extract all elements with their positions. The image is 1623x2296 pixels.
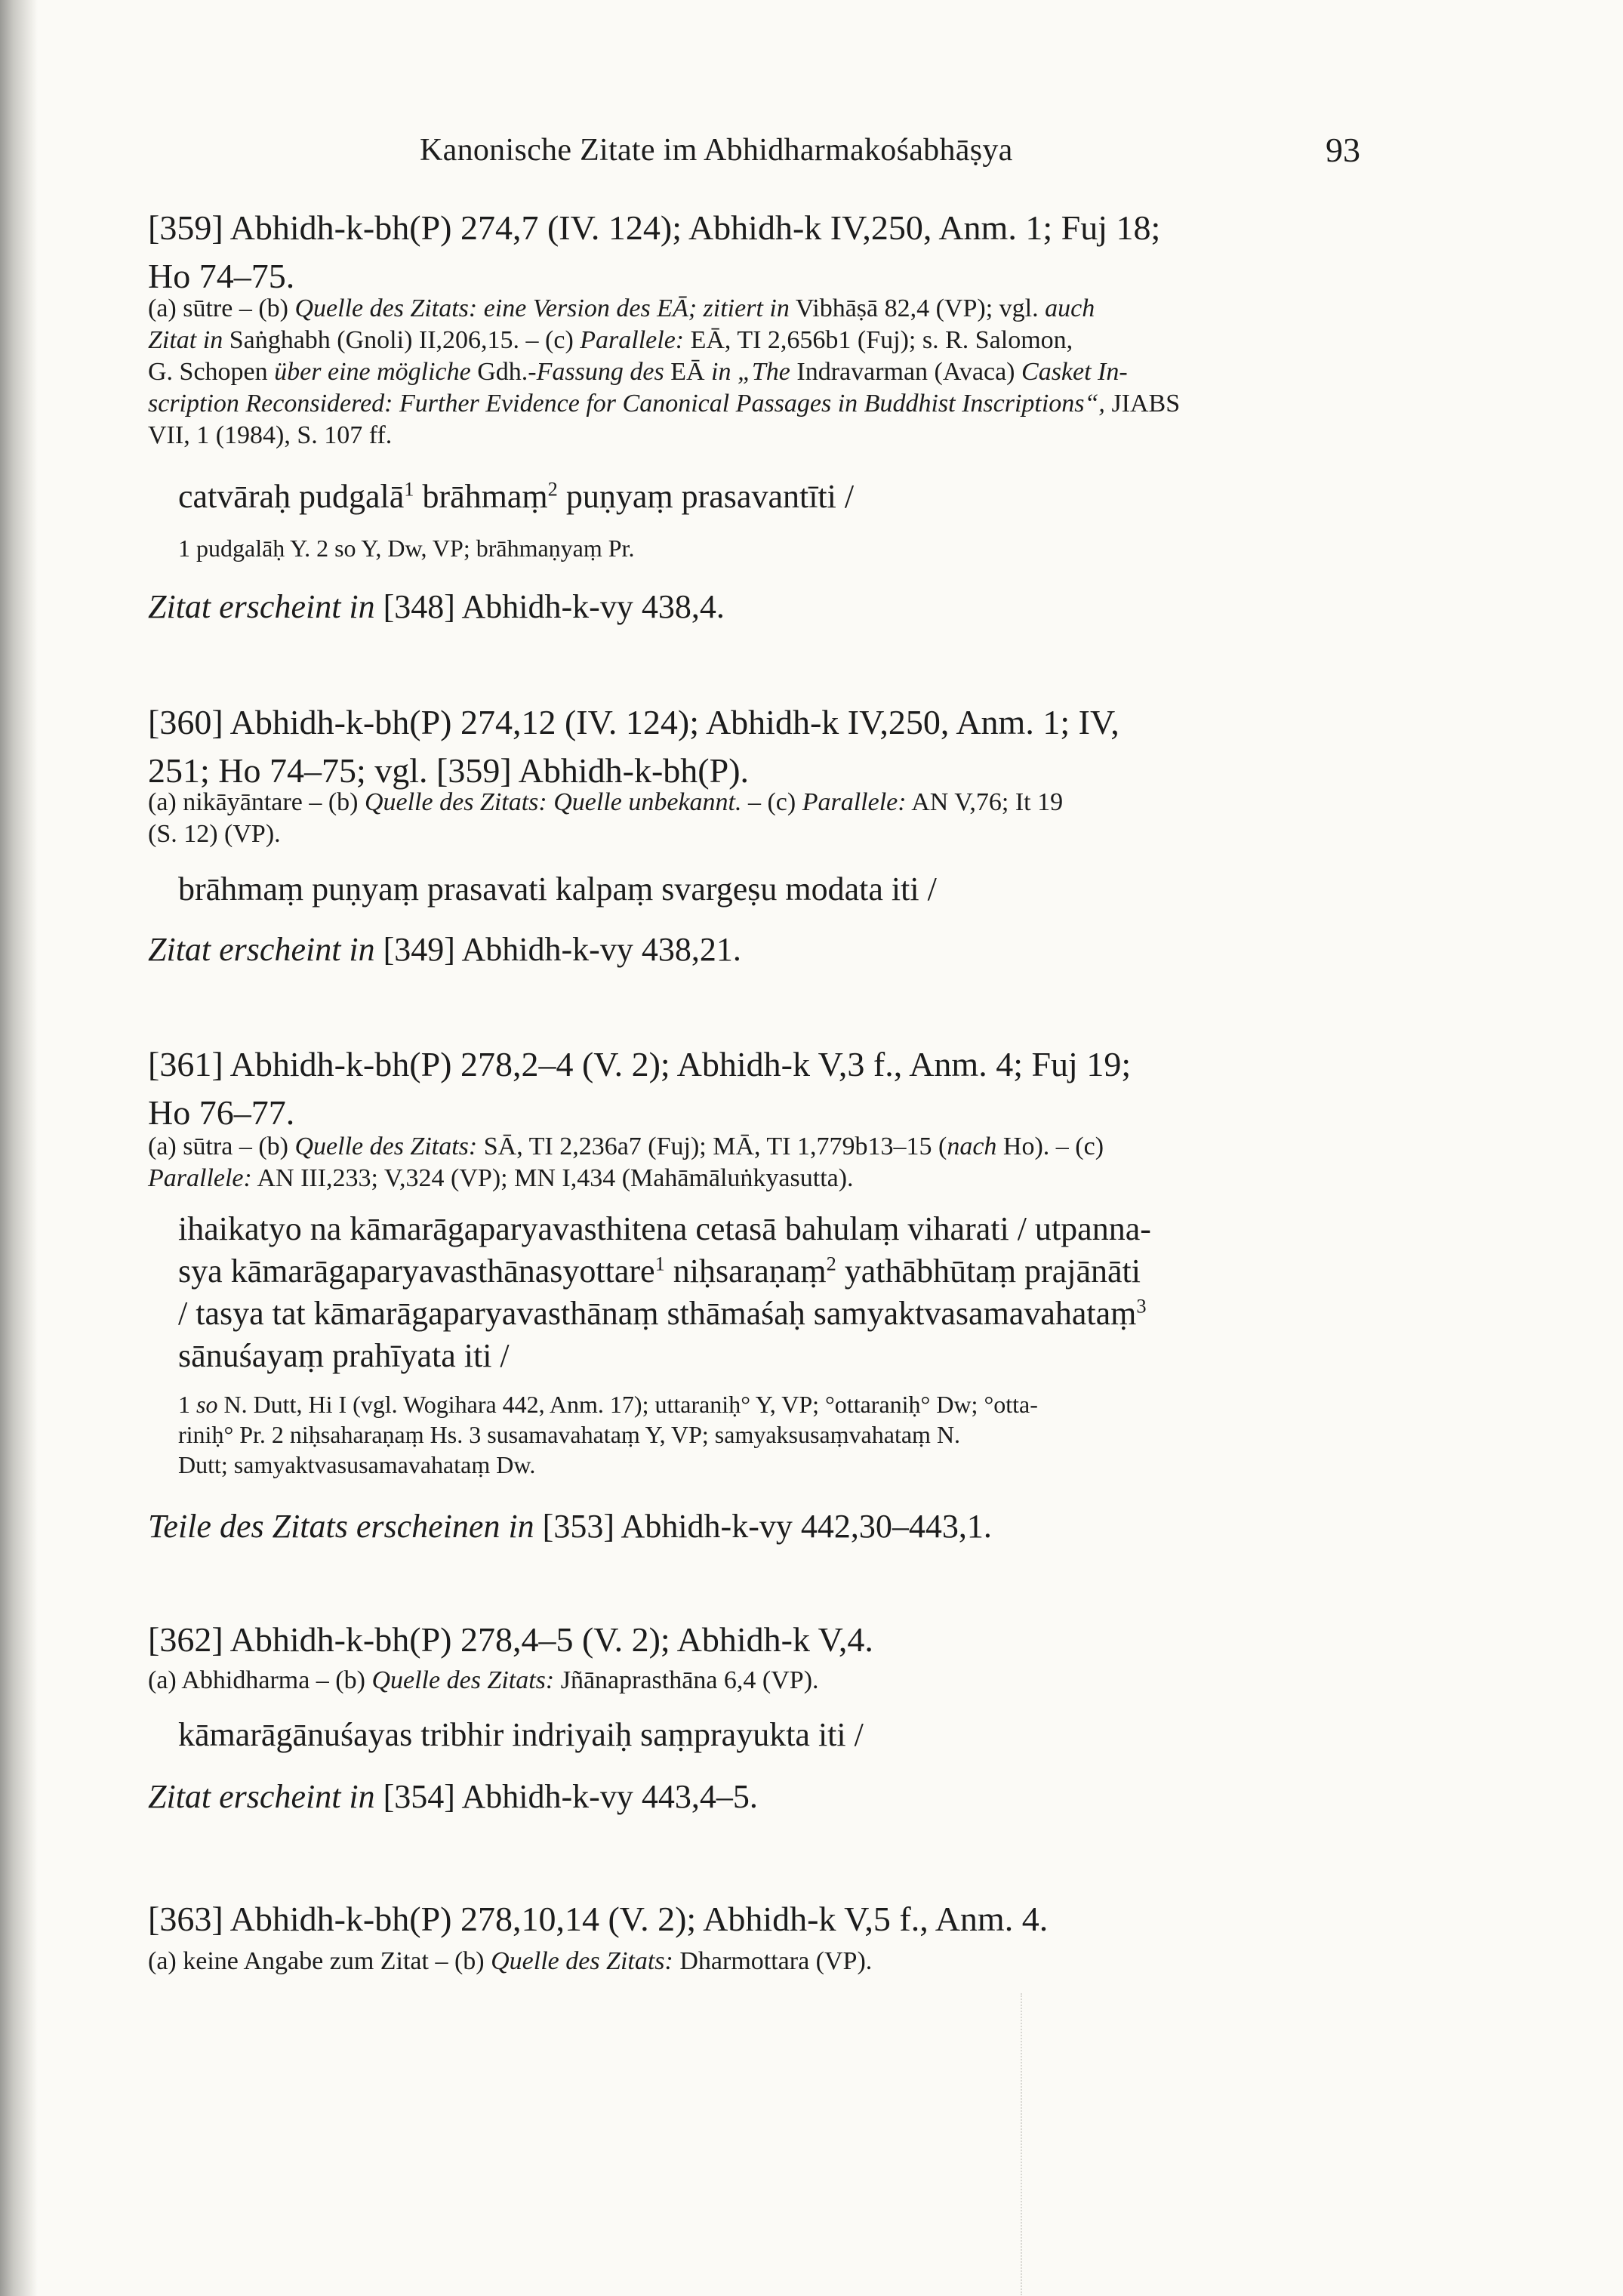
entry-361-footnotes: 1 so N. Dutt, Hi I (vgl. Wogihara 442, Anm. 17); uttaraniḥ° Y, VP; °ottaraniḥ° Dw; °otta- riniḥ° Pr. 2 niḥsaharaṇaṃ Hs. 3 susamavahataṃ Y, VP; samyaksusaṃvahataṃ N. Dutt; samyaktvasusamavahataṃ Dw. <box>178 1391 1038 1478</box>
entry-360-heading: [360] Abhidh-k-bh(P) 274,12 (IV. 124); Abhidh-k IV,250, Anm. 1; IV, 251; Ho 74–75; vgl. [359] Abhidh-k-bh(P). <box>148 703 1119 790</box>
entry-361-occurrence: Teile des Zitats erscheinen in [353] Abhidh-k-vy 442,30–443,1. <box>148 1508 992 1545</box>
entry-362-quote: kāmarāgānuśayas tribhir indriyaiḥ saṃprayukta iti / <box>178 1716 864 1753</box>
entry-id: [362] <box>148 1620 223 1659</box>
entry-359-footnote: 1 pudgalāḥ Y. 2 so Y, Dw, VP; brāhmaṇyaṃ Pr. <box>178 535 635 562</box>
entry-359-heading <box>148 204 1348 300</box>
entry-361-heading: [361] Abhidh-k-bh(P) 278,2–4 (V. 2); Abhidh-k V,3 f., Anm. 4; Fuj 19; Ho 76–77. <box>148 1045 1132 1132</box>
entry-363-meta: (a) keine Angabe zum Zitat – (b) Quelle des Zitats: Dharmottara (VP). <box>148 1947 873 1975</box>
entry-ref: Abhidh-k-bh(P) 274,7 (IV. 124); Abhidh-k IV,250, Anm. 1; Fuj 18; <box>229 208 1161 247</box>
entry-363-heading: [363] Abhidh-k-bh(P) 278,10,14 (V. 2); Abhidh-k V,5 f., Anm. 4. <box>148 1900 1049 1938</box>
running-head: Kanonische Zitate im Abhidharmakośabhāṣya <box>420 133 1013 168</box>
scanned-page-edge <box>0 0 38 2296</box>
entry-id: [359] <box>148 208 223 247</box>
entry-362-occurrence: Zitat erscheint in [354] Abhidh-k-vy 443,4–5. <box>148 1778 758 1815</box>
entry-360-occurrence: Zitat erscheint in [349] Abhidh-k-vy 438,21. <box>148 931 741 968</box>
entry-360-quote: brāhmaṃ puṇyaṃ prasavati kalpaṃ svargeṣu modata iti / <box>178 871 937 908</box>
entry-362-meta: (a) Abhidharma – (b) Quelle des Zitats: Jñānaprasthāna 6,4 (VP). <box>148 1666 819 1694</box>
entry-id: [360] <box>148 703 223 741</box>
entry-id: [363] <box>148 1900 223 1938</box>
gutter-dots <box>1021 1993 1022 2295</box>
entry-id: [361] <box>148 1045 223 1083</box>
entry-359-meta: (a) sūtre – (b) Quelle des Zitats: eine Version des EĀ; zitiert in Vibhāṣā 82,4 (VP); vgl. auch Zitat in Saṅghabh (Gnoli) II,206,15. – (c) Parallele: EĀ, TI 2,656b1 (Fuj); s. R. Salomon, G. Schopen über eine mögliche Gdh.-Fassung des EĀ in „The Indravarman (Avaca) Casket In- scription Reconsidered: Further Evidence for Canonical Passages in Buddhist Inscriptions“, JIABS VII, 1 (1984), S. 107 ff. <box>148 294 1181 449</box>
entry-362-heading: [362] Abhidh-k-bh(P) 278,4–5 (V. 2); Abhidh-k V,4. <box>148 1620 873 1659</box>
entry-ref-cont: Ho 74–75. <box>148 257 295 295</box>
entry-361-quote: ihaikatyo na kāmarāgaparyavasthitena cetasā bahulaṃ viharati / utpanna- sya kāmarāgaparyavasthānasyottare$^1$ niḥsaraṇaṃ$^2$ yathābhūtaṃ prajānāti / tasya tat kāmarāgaparyavasthānaṃ sthāmaśaḥ samyaktvasamavahataṃ$^3$ sānuśayaṃ prahīyata iti / <box>178 1210 1151 1374</box>
entry-360-meta: (a) nikāyāntare – (b) Quelle des Zitats: Quelle unbekannt. – (c) Parallele: AN V,76; It 19 (S. 12) (VP). <box>148 788 1064 848</box>
entry-361-meta: (a) sūtra – (b) Quelle des Zitats: SĀ, TI 2,236a7 (Fuj); MĀ, TI 1,779b13–15 (nach Ho). – (c) Parallele: AN III,233; V,324 (VP); MN I,434 (Mahāmāluṅkyasutta). <box>148 1133 1104 1192</box>
entry-359-quote: catvāraḥ pudgalā$^1$ brāhmaṃ$^2$ puṇyaṃ prasavantīti / <box>178 477 855 515</box>
entry-359-occurrence: Zitat erscheint in [348] Abhidh-k-vy 438,4. <box>148 588 725 625</box>
page-number: 93 <box>1326 131 1360 169</box>
